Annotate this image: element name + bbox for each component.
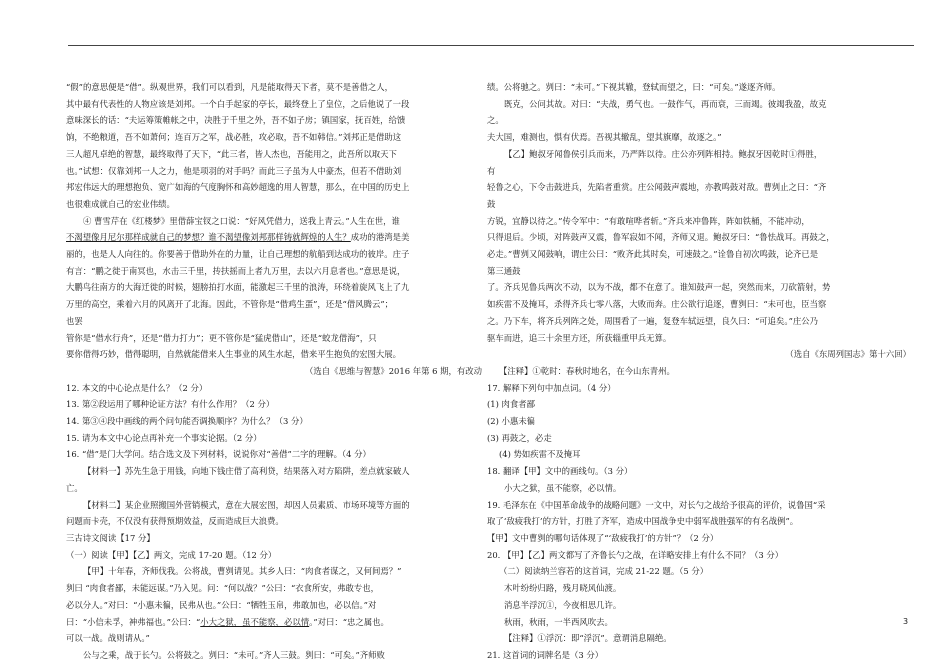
underlined-sentence: 不渴望像月尼尔那样成就自己的梦想？谁不渴望像刘邦那样铸就辉煌的人生？ bbox=[66, 232, 351, 243]
text-line: (2) 小惠未徧 bbox=[487, 416, 536, 427]
text-line: 之。 bbox=[487, 115, 504, 126]
text-line: (3) 再鼓之，必走 bbox=[487, 432, 552, 443]
text-segment: 曰：“小信未孚，神弗福也。”公曰：“ bbox=[66, 616, 201, 627]
text-line: 19. 毛泽东在《中国革命战争的战略问题》一文中，对长勺之战给予很高的评价，说鲁国“采 bbox=[487, 499, 826, 510]
text-line: 驱车而进，追三十余里方还，所获辎重甲兵无算。 bbox=[487, 332, 672, 343]
text-line bbox=[66, 229, 482, 246]
text-line: 必以分人。”对曰：“小惠未徧，民弗从也。”公曰：“牺牲玉帛，弗敢加也，必以信。”对 bbox=[66, 599, 377, 610]
text-line: 13. 第②段运用了哪种论证方法？有什么作用？（2 分） bbox=[66, 399, 275, 410]
text-line: 【注释】①浮沉：即“浮沉”。意谓消息隔绝。 bbox=[504, 633, 672, 644]
text-line: 16. “借”是门大学问。结合选文及下列材料，说说你对“善借”二字的理解。（4 分） bbox=[66, 449, 371, 460]
text-line: （一）阅读【甲】【乙】两文，完成 17-20 题。（12 分） bbox=[66, 549, 277, 560]
text-segment: 。”对曰：“忠之属也。 bbox=[309, 616, 389, 627]
text-line: 有 bbox=[487, 165, 496, 176]
text-line: 夫大国，难测也，惧有伏焉。吾视其辙乱，望其旗靡，故逐之。” bbox=[487, 132, 722, 143]
text-line: （二）阅读纳兰容若的这首词，完成 21-22 题。（5 分） bbox=[499, 566, 709, 577]
text-line: 三古诗文阅读【17 分】 bbox=[66, 532, 155, 543]
text-line: 丽的，也是人人向往的。你要善于借助外在的力量，让自己理想的航船到达成功的彼岸。庄子 bbox=[66, 249, 410, 260]
text-line: 只得退后。少顷，对阵鼓声又震，鲁军寂如不闻，齐师又退。鲍叔牙曰：“鲁怯战耳。再鼓之， bbox=[487, 232, 835, 243]
text-line: 也很难成就自己的宏业伟绩。 bbox=[66, 198, 175, 209]
text-segment: 成功的港湾是美 bbox=[350, 232, 410, 243]
text-line: （选自《东周列国志》第十六回） bbox=[785, 349, 911, 360]
text-line: (4) 势如疾雷不及掩耳 bbox=[499, 449, 581, 460]
text-line: 第三通鼓 bbox=[487, 265, 521, 276]
text-line: 公与之乘，战于长勺。公将鼓之。刿曰：“未可。”齐人三鼓。刿曰：“可矣。”齐师败 bbox=[83, 649, 385, 660]
text-line: 意味深长的话：“夫运筹策帷帐之中，决胜于千里之外，吾不如子房；镇国家，抚百姓，给馈 bbox=[66, 115, 406, 126]
text-line: 消息半浮沉①，今夜相思几许。 bbox=[504, 599, 622, 610]
text-line: 有言：“鹏之徙于南冥也，水击三千里，抟扶摇而上者九万里，去以六月息者也。”意思是说， bbox=[66, 265, 406, 276]
text-line: 【甲】十年春，齐师伐我。公将战，曹刿请见。其乡人曰：“肉食者谋之，又何间焉？” bbox=[83, 566, 402, 577]
text-line: 可以一战。战则请从。” bbox=[66, 633, 150, 644]
text-line: 小大之狱，虽不能察，必以情。 bbox=[504, 482, 622, 493]
text-line: (1) 肉食者鄙 bbox=[487, 399, 536, 410]
text-line: 鼓 bbox=[487, 198, 496, 209]
text-line: 【乙】鲍叔牙闻鲁侯引兵而来，乃严阵以待。庄公亦列阵相持。鲍叔牙因乾时①得胜， bbox=[504, 148, 823, 159]
text-line: 既克，公问其故。对曰：“夫战，勇气也。一鼓作气，再而衰，三而竭。彼竭我盈，故克 bbox=[504, 98, 827, 109]
text-line: 轻鲁之心，下令击鼓进兵，先陷者重赏。庄公闻鼓声震地，亦教鸣鼓对敌。曹刿止之曰：“齐 bbox=[487, 182, 827, 193]
left-column bbox=[66, 79, 482, 664]
text-line: 三人超凡卓绝的智慧，最终取得了天下，“此三者，皆人杰也，吾能用之，此吾所以取天下 bbox=[66, 148, 397, 159]
text-line: 秋雨，秋雨，一半西风吹去。 bbox=[504, 616, 613, 627]
text-line: 12. 本文的中心论点是什么？（2 分） bbox=[66, 382, 208, 393]
text-line: 饷，不绝粮道，吾不如萧何；连百万之军，战必胜，攻必取，吾不如韩信。”刘邦正是借助这 bbox=[66, 132, 402, 143]
text-line: 问题而卡壳，不仅没有获得预期效益，反而造成巨大浪费。 bbox=[66, 516, 284, 527]
text-line: 也。”试想：仅靠刘邦一人之力，他是项羽的对手吗？而此三子虽为人中豪杰，但若不借助刘 bbox=[66, 165, 402, 176]
text-line: 【注释】①乾时：春秋时地名，在今山东青州。 bbox=[499, 365, 675, 376]
text-line: 【材料二】某企业照搬国外营销模式，意在大展宏图，却因人员素质、市场环境等方面的 bbox=[83, 499, 410, 510]
text-line: 管你是“借水行舟”，还是“借力打力”；更不管你是“猛虎借山”，还是“蛟龙借海”，只 bbox=[66, 332, 377, 343]
text-line: 也罢 bbox=[66, 315, 83, 326]
page-number: 3 bbox=[903, 617, 909, 626]
text-line: 必走。”曹刿又闻鼓响，谓庄公曰：“败齐此其时矣，可速鼓之。”诠鲁自初次鸣鼓，论齐已是 bbox=[487, 249, 819, 260]
text-line: 15. 请为本文中心论点再补充一个事实论据。（2 分） bbox=[66, 432, 262, 443]
text-line: 其中最有代表性的人物应该是刘邦。一个白手起家的亭长，最终登上了皇位，之后他说了一段 bbox=[66, 98, 410, 109]
text-line: 刿曰 “肉食者鄙，未能远谋。”乃入见。问：“何以战？”公曰：“衣食所安，弗敢专也， bbox=[66, 583, 379, 594]
text-line: 要你借得巧妙，借得聪明，自然就能借来人生事业的风生水起，借来平生抱负的宏图大展。 bbox=[66, 349, 401, 360]
header-rule bbox=[68, 45, 914, 46]
text-line: “假”的意思便是“借”。纵观世界，我们可以看到，凡是能取得天下者，莫不是善借之人， bbox=[66, 82, 393, 92]
text-line: ④ 曹雪芹在《红楼梦》里借薛宝钗之口说：“好风凭借力，送我上青云。”人生在世，谁 bbox=[83, 215, 400, 226]
text-line: 方锐，宜静以待之。”传令军中：“有敢喧哗者斩。”齐兵来冲鲁阵，阵如铁桶，不能冲动， bbox=[487, 215, 810, 226]
text-line: 大鹏鸟往南方的大海迁徙的时候，翅膀拍打水面，能激起三千里的浪涛，环绕着旋风飞上了九 bbox=[66, 282, 410, 293]
right-column bbox=[487, 79, 911, 664]
text-line: 20. 【甲】【乙】两文都写了齐鲁长勺之战，在详略安排上有什么不同？（3 分） bbox=[487, 549, 784, 560]
text-line: 邦宏伟远大的理想抱负、宽广如海的气度胸怀和高妙超逸的用人智慧，那么，在中国的历史上 bbox=[66, 182, 410, 193]
text-line: 18. 翻译【甲】文中的画线句。（3 分） bbox=[487, 466, 633, 477]
text-line: 21. 这首词的词牌名是（3 分） bbox=[487, 649, 604, 660]
text-line: （选自《思维与智慧》2016 年第 6 期，有改动 bbox=[304, 365, 482, 376]
text-line: 如疾雷不及掩耳，杀得齐兵七零八落，大败而奔。庄公欲行追逐，曹刿曰：“未可也，臣当察 bbox=[487, 299, 827, 310]
text-line: 万里的高空，乘着六月的风离开了北海。因此，不管你是“借鸡生蛋”，还是“借风腾云”； bbox=[66, 299, 393, 310]
text-line: 17. 解释下列句中加点词。（4 分） bbox=[487, 382, 616, 393]
text-line: 取了‘敌疲我打’的方针，打胜了齐军，造成中国战争史中弱军战胜强军的有名战例”。 bbox=[487, 516, 799, 527]
text-line: 14. 第③④段中画线的两个问句能否调换顺序？为什么？（3 分） bbox=[66, 416, 308, 427]
underlined-sentence: 小大之狱，虽不能察，必以情 bbox=[200, 616, 310, 627]
text-line: 绩。公将驰之。刿曰：“未可。”下视其辙，登轼而望之，曰：“可矣。”遂逐齐师。 bbox=[487, 82, 781, 92]
text-line: 之。乃下车，将齐兵列阵之处，周围看了一遍，复登车轼远望，良久曰：“可追矣。”庄公乃 bbox=[487, 315, 818, 326]
text-line: 【甲】文中曹刿的哪句话体现了“‘敌疲我打’的方针”？（2 分） bbox=[487, 532, 719, 543]
text-line: 了。齐兵见鲁兵两次不动，以为不战，都不在意了。谁知鼓声一起，突然而来，刀砍箭射，势 bbox=[487, 282, 831, 293]
text-line bbox=[66, 614, 482, 631]
text-line: 【材料一】苏先生急于用钱，向地下钱庄借了高利贷，结果落入对方陷阱，差点就家破人 bbox=[83, 466, 410, 477]
text-line: 木叶纷纷归路，残月晓风仙渡。 bbox=[504, 583, 622, 594]
text-line: 亡。 bbox=[66, 482, 83, 493]
